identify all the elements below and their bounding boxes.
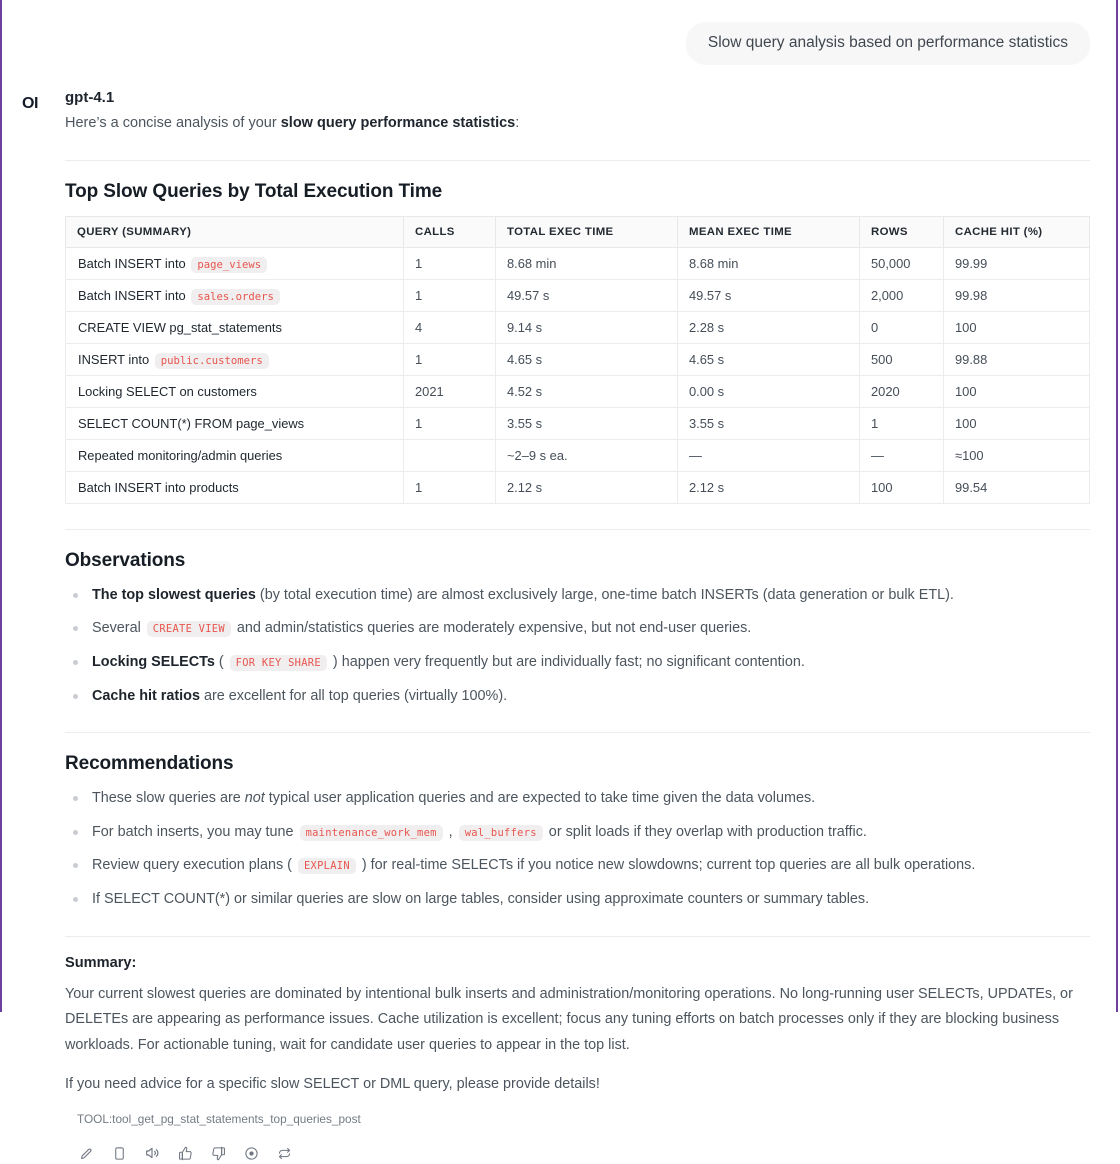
- column-header-cache-hit: CACHE HIT (%): [944, 216, 1090, 247]
- query-label: Batch INSERT into: [78, 255, 186, 271]
- recommendations-list: [65, 788, 1090, 910]
- cell-mean-exec-time: 3.55 s: [678, 407, 860, 439]
- tool-label: TOOL:tool_get_pg_stat_statements_top_queries_post: [77, 1112, 361, 1127]
- list-item-text: are excellent for all top queries (virtually 100%).: [199, 687, 508, 704]
- cell-rows: 2,000: [860, 279, 944, 311]
- cell-cache-hit: 99.54: [944, 471, 1090, 503]
- list-item-italic: not: [244, 790, 265, 807]
- cell-total-exec-time: 3.55 s: [496, 407, 678, 439]
- cell-rows: 100: [860, 471, 944, 503]
- table-section-title: Top Slow Queries by Total Execution Time: [65, 180, 443, 202]
- list-item-text: ) happen very frequently but are individually fast; no significant contention.: [328, 653, 805, 670]
- intro-prefix: Here’s a concise analysis of your: [65, 114, 281, 131]
- intro-suffix: :: [515, 114, 520, 131]
- list-item-bold: The top slowest queries: [92, 586, 256, 603]
- observations-list: [65, 585, 1090, 707]
- column-header-total-exec-time: TOTAL EXEC TIME: [496, 216, 678, 247]
- table-row: [66, 471, 1090, 503]
- list-item: [65, 788, 1090, 810]
- user-message-bubble: Slow query analysis based on performance statistics: [686, 22, 1090, 65]
- inline-code-chip: EXPLAIN: [298, 858, 356, 874]
- cell-rows: 500: [860, 343, 944, 375]
- inline-code-chip: FOR KEY SHARE: [230, 655, 327, 671]
- cell-cache-hit: 100: [944, 407, 1090, 439]
- cell-calls: 2021: [404, 375, 496, 407]
- list-item-text: For batch inserts, you may tune: [92, 823, 298, 840]
- list-item-text: Review query execution plans (: [92, 857, 296, 874]
- cell-calls: 4: [404, 311, 496, 343]
- list-item: [65, 618, 1090, 640]
- cell-mean-exec-time: —: [678, 439, 860, 471]
- table-row: [66, 439, 1090, 471]
- inline-code-chip: CREATE VIEW: [147, 621, 231, 637]
- cell-calls: [404, 439, 496, 471]
- list-item: [65, 889, 1090, 911]
- divider-3: [65, 732, 1090, 733]
- intro-paragraph: [65, 113, 1090, 135]
- assistant-message-body: [52, 89, 1090, 1164]
- slow-queries-table: [65, 216, 1090, 504]
- cell-cache-hit: 99.98: [944, 279, 1090, 311]
- cell-rows: 50,000: [860, 247, 944, 279]
- cell-calls: 1: [404, 343, 496, 375]
- column-header-calls: CALLS: [404, 216, 496, 247]
- cell-cache-hit: ≈100: [944, 439, 1090, 471]
- list-item-text: ) for real-time SELECTs if you notice new slowdowns; current top queries are all bulk operations.: [357, 857, 976, 874]
- cell-calls: 1: [404, 407, 496, 439]
- list-item-text: (by total execution time) are almost exclusively large, one-time batch INSERTs (data generation or bulk ETL).: [255, 586, 954, 603]
- cell-total-exec-time: 2.12 s: [496, 471, 678, 503]
- cell-calls: 1: [404, 471, 496, 503]
- query-code-chip: public.customers: [155, 353, 269, 369]
- record-icon[interactable]: [240, 1142, 262, 1164]
- list-item: [65, 822, 1090, 844]
- cell-calls: 1: [404, 279, 496, 311]
- list-item-text: If SELECT COUNT(*) or similar queries are slow on large tables, consider using approximate counters or summary tables.: [92, 890, 870, 907]
- read-aloud-icon[interactable]: [141, 1142, 163, 1164]
- table-row: [66, 247, 1090, 279]
- avatar: OI: [22, 94, 38, 112]
- cell-rows: 0: [860, 311, 944, 343]
- user-message-row: [2, 0, 1116, 65]
- column-header-mean-exec-time: MEAN EXEC TIME: [678, 216, 860, 247]
- thumbs-up-icon[interactable]: [174, 1142, 196, 1164]
- inline-code-chip: wal_buffers: [459, 825, 543, 841]
- cell-query: [66, 247, 404, 279]
- divider-4: [65, 936, 1090, 937]
- cell-cache-hit: 100: [944, 375, 1090, 407]
- list-item: [65, 585, 1090, 607]
- table-row: [66, 407, 1090, 439]
- table-header-row: [66, 216, 1090, 247]
- list-item-text: (: [214, 653, 228, 670]
- cell-query: [66, 279, 404, 311]
- cell-mean-exec-time: 2.12 s: [678, 471, 860, 503]
- cell-total-exec-time: 4.65 s: [496, 343, 678, 375]
- list-item-text: or split loads if they overlap with production traffic.: [544, 823, 867, 840]
- intro-bold: slow query performance statistics: [280, 114, 516, 131]
- cell-query: [66, 471, 404, 503]
- cell-mean-exec-time: 2.28 s: [678, 311, 860, 343]
- list-item-bold: Cache hit ratios: [92, 687, 200, 704]
- recommendations-title: Recommendations: [65, 753, 234, 775]
- cell-cache-hit: 99.99: [944, 247, 1090, 279]
- cell-total-exec-time: 4.52 s: [496, 375, 678, 407]
- list-item-text: and admin/statistics queries are moderately expensive, but not end-user queries.: [232, 620, 752, 637]
- column-header-query: QUERY (SUMMARY): [66, 216, 404, 247]
- divider-2: [65, 529, 1090, 530]
- query-label: Locking SELECT on customers: [78, 383, 257, 399]
- cell-query: [66, 343, 404, 375]
- list-item-bold: Locking SELECTs: [92, 653, 215, 670]
- model-name: gpt-4.1: [65, 88, 115, 106]
- cell-calls: 1: [404, 247, 496, 279]
- column-header-rows: ROWS: [860, 216, 944, 247]
- cell-cache-hit: 99.88: [944, 343, 1090, 375]
- cell-mean-exec-time: 8.68 min: [678, 247, 860, 279]
- cell-total-exec-time: ~2–9 s ea.: [496, 439, 678, 471]
- cell-total-exec-time: 9.14 s: [496, 311, 678, 343]
- query-label: SELECT COUNT(*) FROM page_views: [78, 415, 305, 431]
- query-label: INSERT into: [78, 351, 150, 367]
- table-row: [66, 279, 1090, 311]
- message-actions: [75, 1142, 1090, 1164]
- list-item: [65, 652, 1090, 674]
- query-code-chip: sales.orders: [191, 289, 280, 305]
- list-item: [65, 686, 1090, 708]
- query-label: Repeated monitoring/admin queries: [78, 447, 283, 463]
- summary-paragraph-1: Your current slowest queries are dominated by intentional bulk inserts and administration/monitoring operations. No long-running user SELECTs, UPDATEs, or DELETEs are appearing as performance issues. Cache utilization is excellent; focus any tuning efforts on batch processes only if they are blocking business workloads. For actionable tuning, wait for candidate user queries to appear in the top list.: [65, 985, 1073, 1053]
- cell-cache-hit: 100: [944, 311, 1090, 343]
- edit-icon[interactable]: [75, 1142, 97, 1164]
- cell-rows: 1: [860, 407, 944, 439]
- cell-query: [66, 407, 404, 439]
- cell-rows: 2020: [860, 375, 944, 407]
- inline-code-chip: maintenance_work_mem: [300, 825, 443, 841]
- cell-query: [66, 375, 404, 407]
- cell-total-exec-time: 8.68 min: [496, 247, 678, 279]
- summary-title: Summary:: [65, 954, 137, 971]
- cell-query: [66, 311, 404, 343]
- conversation-page: [2, 0, 1116, 1127]
- summary-section: [65, 955, 1090, 1099]
- list-item-text: ,: [444, 823, 457, 840]
- table-body: [66, 247, 1090, 503]
- cell-mean-exec-time: 4.65 s: [678, 343, 860, 375]
- query-label: Batch INSERT into products: [78, 479, 239, 495]
- cell-rows: —: [860, 439, 944, 471]
- page-frame-right: [1116, 0, 1118, 1012]
- list-item: [65, 855, 1090, 877]
- divider-1: [65, 160, 1090, 161]
- regenerate-icon[interactable]: [273, 1142, 295, 1164]
- assistant-message: [2, 65, 1116, 1164]
- thumbs-down-icon[interactable]: [207, 1142, 229, 1164]
- observations-title: Observations: [65, 549, 186, 571]
- table-row: [66, 311, 1090, 343]
- list-item-text: These slow queries are: [92, 790, 245, 807]
- cell-mean-exec-time: 49.57 s: [678, 279, 860, 311]
- cell-mean-exec-time: 0.00 s: [678, 375, 860, 407]
- cell-query: [66, 439, 404, 471]
- list-item-text: Several: [92, 620, 145, 637]
- summary-paragraph-2: If you need advice for a specific slow SELECT or DML query, please provide details!: [65, 1076, 600, 1093]
- query-label: Batch INSERT into: [78, 287, 186, 303]
- cell-total-exec-time: 49.57 s: [496, 279, 678, 311]
- query-label: CREATE VIEW pg_stat_statements: [78, 319, 282, 335]
- list-item-text: typical user application queries and are expected to take time given the data volumes.: [264, 790, 816, 807]
- query-code-chip: page_views: [191, 257, 267, 273]
- copy-icon[interactable]: [108, 1142, 130, 1164]
- table-row: [66, 343, 1090, 375]
- table-row: [66, 375, 1090, 407]
